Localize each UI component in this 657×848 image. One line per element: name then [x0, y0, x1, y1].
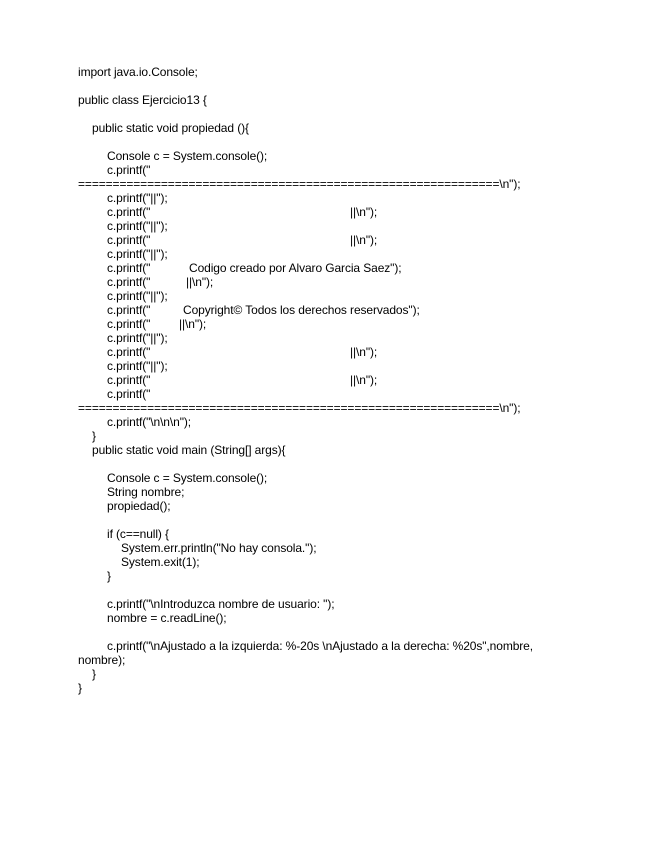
- code-line: ||\n");: [350, 345, 378, 359]
- code-line: c.printf(": [107, 387, 151, 401]
- code-line: public static void propiedad (){: [92, 121, 249, 135]
- code-line: }: [78, 681, 82, 695]
- code-line: System.err.println("No hay consola.");: [121, 541, 317, 555]
- code-line: String nombre;: [107, 485, 185, 499]
- code-line: }: [92, 429, 96, 443]
- code-line: ||\n");: [179, 317, 207, 331]
- code-line: Console c = System.console();: [107, 149, 268, 163]
- code-line: public static void main (String[] args){: [92, 443, 286, 457]
- code-line: import java.io.Console;: [78, 65, 198, 79]
- code-line: ||\n");: [350, 205, 378, 219]
- code-line: propiedad();: [107, 499, 171, 513]
- code-line: if (c==null) {: [107, 527, 169, 541]
- code-line: }: [107, 569, 111, 583]
- code-line: c.printf("\n\n\n");: [107, 415, 191, 429]
- code-line: c.printf(": [107, 261, 151, 275]
- code-line: c.printf(": [107, 163, 151, 177]
- code-line: c.printf(": [107, 233, 151, 247]
- code-line: System.exit(1);: [121, 555, 200, 569]
- code-line: c.printf("||");: [107, 359, 168, 373]
- code-line: c.printf("||");: [107, 191, 168, 205]
- code-line: =============================================================\n");: [78, 401, 521, 415]
- code-line: c.printf("||");: [107, 289, 168, 303]
- code-line: c.printf("||");: [107, 247, 168, 261]
- code-line: c.printf("||");: [107, 219, 168, 233]
- code-line: Copyright© Todos los derechos reservados");: [183, 303, 420, 317]
- code-line: public class Ejercicio13 {: [78, 93, 207, 107]
- code-line: ||\n");: [186, 275, 214, 289]
- code-line: c.printf(": [107, 317, 151, 331]
- code-line: nombre);: [78, 653, 126, 667]
- code-line: c.printf(": [107, 275, 151, 289]
- code-line: }: [92, 667, 96, 681]
- code-line: Codigo creado por Alvaro Garcia Saez");: [189, 261, 402, 275]
- code-line: c.printf("\nIntroduzca nombre de usuario: ");: [107, 597, 335, 611]
- code-line: c.printf(": [107, 303, 151, 317]
- code-line: c.printf(": [107, 345, 151, 359]
- code-line: c.printf("||");: [107, 331, 168, 345]
- code-line: Console c = System.console();: [107, 471, 268, 485]
- code-line: c.printf("\nAjustado a la izquierda: %-20s \nAjustado a la derecha: %20s",nombre,: [107, 639, 533, 653]
- code-line: ||\n");: [350, 233, 378, 247]
- code-line: ||\n");: [350, 373, 378, 387]
- code-line: c.printf(": [107, 373, 151, 387]
- code-line: nombre = c.readLine();: [107, 611, 227, 625]
- code-line: =============================================================\n");: [78, 177, 521, 191]
- code-line: c.printf(": [107, 205, 151, 219]
